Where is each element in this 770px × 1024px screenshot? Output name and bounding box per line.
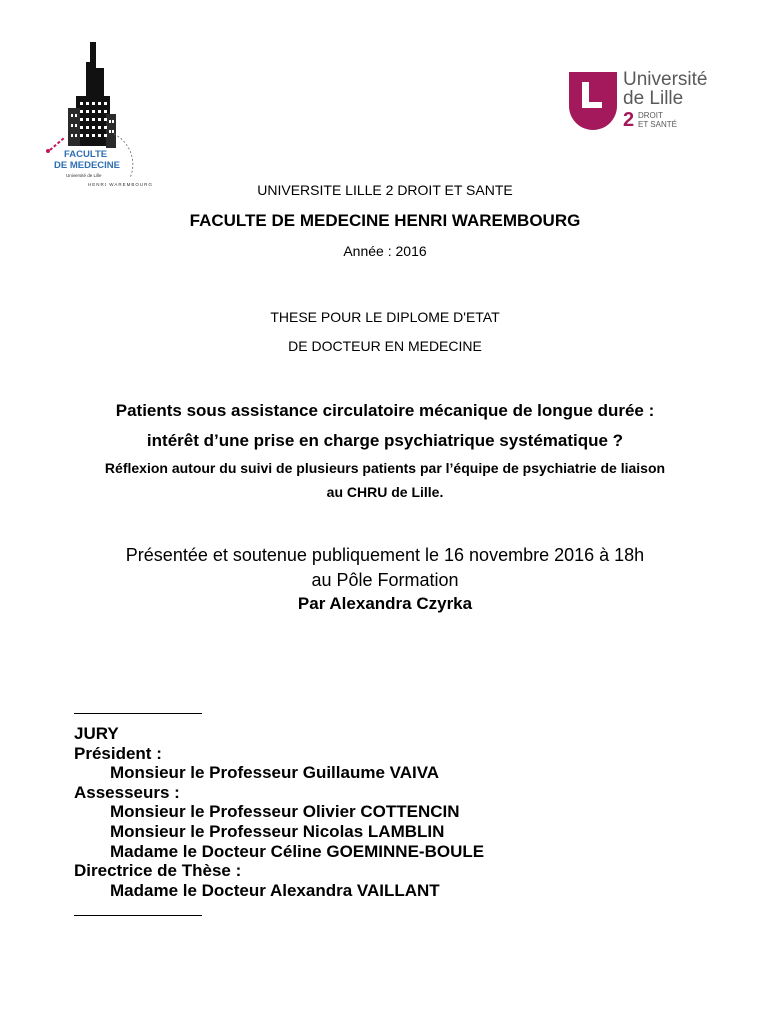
president-name: Monsieur le Professeur Guillaume VAIVA [110, 763, 440, 783]
thesis-title-line2: intérêt d’une prise en charge psychiatrique systématique ? [146, 431, 624, 450]
jury-section [74, 724, 484, 900]
faculty-heading: FACULTE DE MEDECINE HENRI WAREMBOURG [189, 211, 581, 230]
faculty-logo-line3: Université de Lille [66, 173, 102, 178]
assessors-label: Assesseurs : [74, 782, 180, 802]
university-subtitle-line2: ET SANTÉ [638, 120, 677, 129]
university-logo [569, 70, 729, 132]
university-subtitle [638, 111, 677, 129]
jury-bottom-rule [74, 915, 202, 916]
assessor-name: Monsieur le Professeur Olivier COTTENCIN [110, 802, 460, 822]
faculty-logo-line4: HENRI WAREMBOURG [88, 182, 153, 187]
university-mark-icon [569, 72, 617, 130]
university-name [623, 70, 707, 108]
university-subtitle-line1: DROIT [638, 111, 663, 120]
faculty-logo-line2: DE MEDECINE [54, 160, 120, 171]
presentation-date: Présentée et soutenue publiquement le 16 novembre 2016 à 18h [125, 545, 645, 565]
university-heading: UNIVERSITE LILLE 2 DROIT ET SANTE [257, 182, 513, 198]
thesis-type-line2: DE DOCTEUR EN MEDECINE [288, 338, 482, 354]
faculty-logo-line1: FACULTE [64, 149, 108, 160]
presentation-location: au Pôle Formation [311, 570, 459, 590]
assessor-name: Madame le Docteur Céline GOEMINNE-BOULE [110, 841, 485, 861]
university-number: 2 [623, 109, 635, 131]
university-name-line1: Université [623, 69, 708, 90]
jury-heading: JURY [74, 724, 119, 743]
academic-year: Année : 2016 [343, 243, 427, 259]
president-label: Président : [74, 743, 162, 763]
thesis-title-line1: Patients sous assistance circulatoire mécanique de longue durée : [115, 401, 655, 420]
thesis-type-line1: THESE POUR LE DIPLOME D'ETAT [270, 309, 500, 325]
assessor-name: Monsieur le Professeur Nicolas LAMBLIN [110, 821, 445, 841]
thesis-author: Par Alexandra Czyrka [297, 594, 473, 613]
faculty-logo [44, 38, 153, 190]
thesis-subtitle-line2: au CHRU de Lille. [326, 484, 444, 500]
university-name-line2: de Lille [623, 88, 684, 109]
jury-top-rule [74, 713, 202, 714]
thesis-subtitle-line1: Réflexion autour du suivi de plusieurs patients par l’équipe de psychiatrie de liaison [104, 460, 666, 476]
director-label: Directrice de Thèse : [74, 861, 242, 881]
director-name: Madame le Docteur Alexandra VAILLANT [110, 880, 440, 900]
